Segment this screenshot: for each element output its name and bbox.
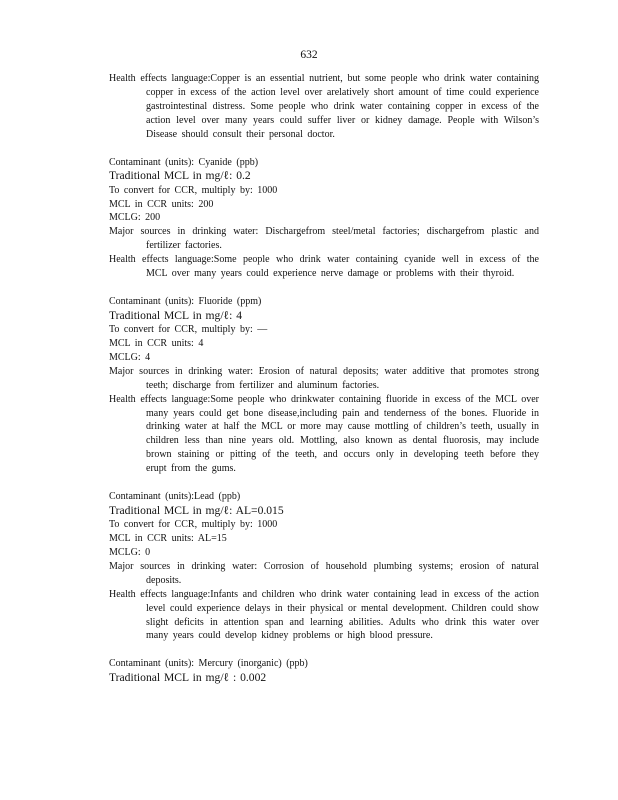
mercury-contaminant: Contaminant (units): Mercury (inorganic) (ppb) bbox=[109, 658, 308, 670]
page-number: 632 bbox=[300, 49, 318, 61]
lead-health-effects: Health effects language:Infants and children who drink water containing lead in excess of the action level could experience delays in their physical or mental development. Children could show slight deficits in attention span and learning abilities. Adults who drink this water over many years could develop kidney problems or high blood pressure. bbox=[109, 588, 539, 642]
lead-traditional-mcl: Traditional MCL in mg/ℓ: AL=0.015 bbox=[109, 503, 284, 517]
fluoride-mclg: MCLG: 4 bbox=[109, 351, 151, 363]
fluoride-convert: To convert for CCR, multiply by: — bbox=[109, 324, 268, 336]
fluoride-contaminant: Contaminant (units): Fluoride (ppm) bbox=[109, 295, 262, 307]
cyanide-mclg: MCLG: 200 bbox=[109, 212, 161, 224]
lead-mclg: MCLG: 0 bbox=[109, 546, 151, 558]
cyanide-traditional-mcl: Traditional MCL in mg/ℓ: 0.2 bbox=[109, 169, 251, 183]
mercury-traditional-mcl: Traditional MCL in mg/ℓ : 0.002 bbox=[109, 671, 267, 685]
page-body bbox=[109, 72, 539, 685]
cyanide-convert: To convert for CCR, multiply by: 1000 bbox=[109, 184, 278, 196]
fluoride-sources: Major sources in drinking water: Erosion of natural deposits; water additive that promotes strong teeth; discharge from fertilizer and aluminum factories. bbox=[109, 365, 539, 391]
cyanide-mcl-ccr: MCL in CCR units: 200 bbox=[109, 198, 214, 210]
fluoride-traditional-mcl: Traditional MCL in mg/ℓ: 4 bbox=[109, 308, 243, 322]
lead-sources: Major sources in drinking water: Corrosion of household plumbing systems; erosion of natural deposits. bbox=[109, 560, 539, 586]
fluoride-mcl-ccr: MCL in CCR units: 4 bbox=[109, 338, 204, 349]
lead-contaminant: Contaminant (units):Lead (ppb) bbox=[109, 491, 241, 503]
cyanide-sources: Major sources in drinking water: Dischargefrom steel/metal factories; dischargefrom plastic and fertilizer factories. bbox=[109, 226, 539, 252]
copper-health-effects: Health effects language:Copper is an essential nutrient, but some people who drink water containing copper in excess of the action level over arelatively short amount of time could experience gastrointestinal distress. Some people who drink water containing copper in excess of the action level over many years could suffer liver or kidney damage. People with Wilson’s Disease should consult their personal doctor. bbox=[109, 73, 539, 140]
lead-convert: To convert for CCR, multiply by: 1000 bbox=[109, 519, 278, 531]
cyanide-contaminant: Contaminant (units): Cyanide (ppb) bbox=[109, 156, 259, 168]
lead-mcl-ccr: MCL in CCR units: AL=15 bbox=[109, 533, 227, 545]
cyanide-health-effects: Health effects language:Some people who drink water containing cyanide well in excess of the MCL over many years could experience nerve damage or problems with their thyroid. bbox=[109, 254, 539, 280]
fluoride-health-effects: Health effects language:Some people who drinkwater containing fluoride in excess of the MCL over many years could get bone disease,including pain and tenderness of the bones. Fluoride in drinking water at half the MCL or more may cause mottling of children’s teeth, usually in children less than nine years old. Mottling, also known as dental fluorosis, may include brown staining or pitting of the teeth, and occurs only in developing teeth before they erupt from the gums. bbox=[109, 393, 539, 475]
